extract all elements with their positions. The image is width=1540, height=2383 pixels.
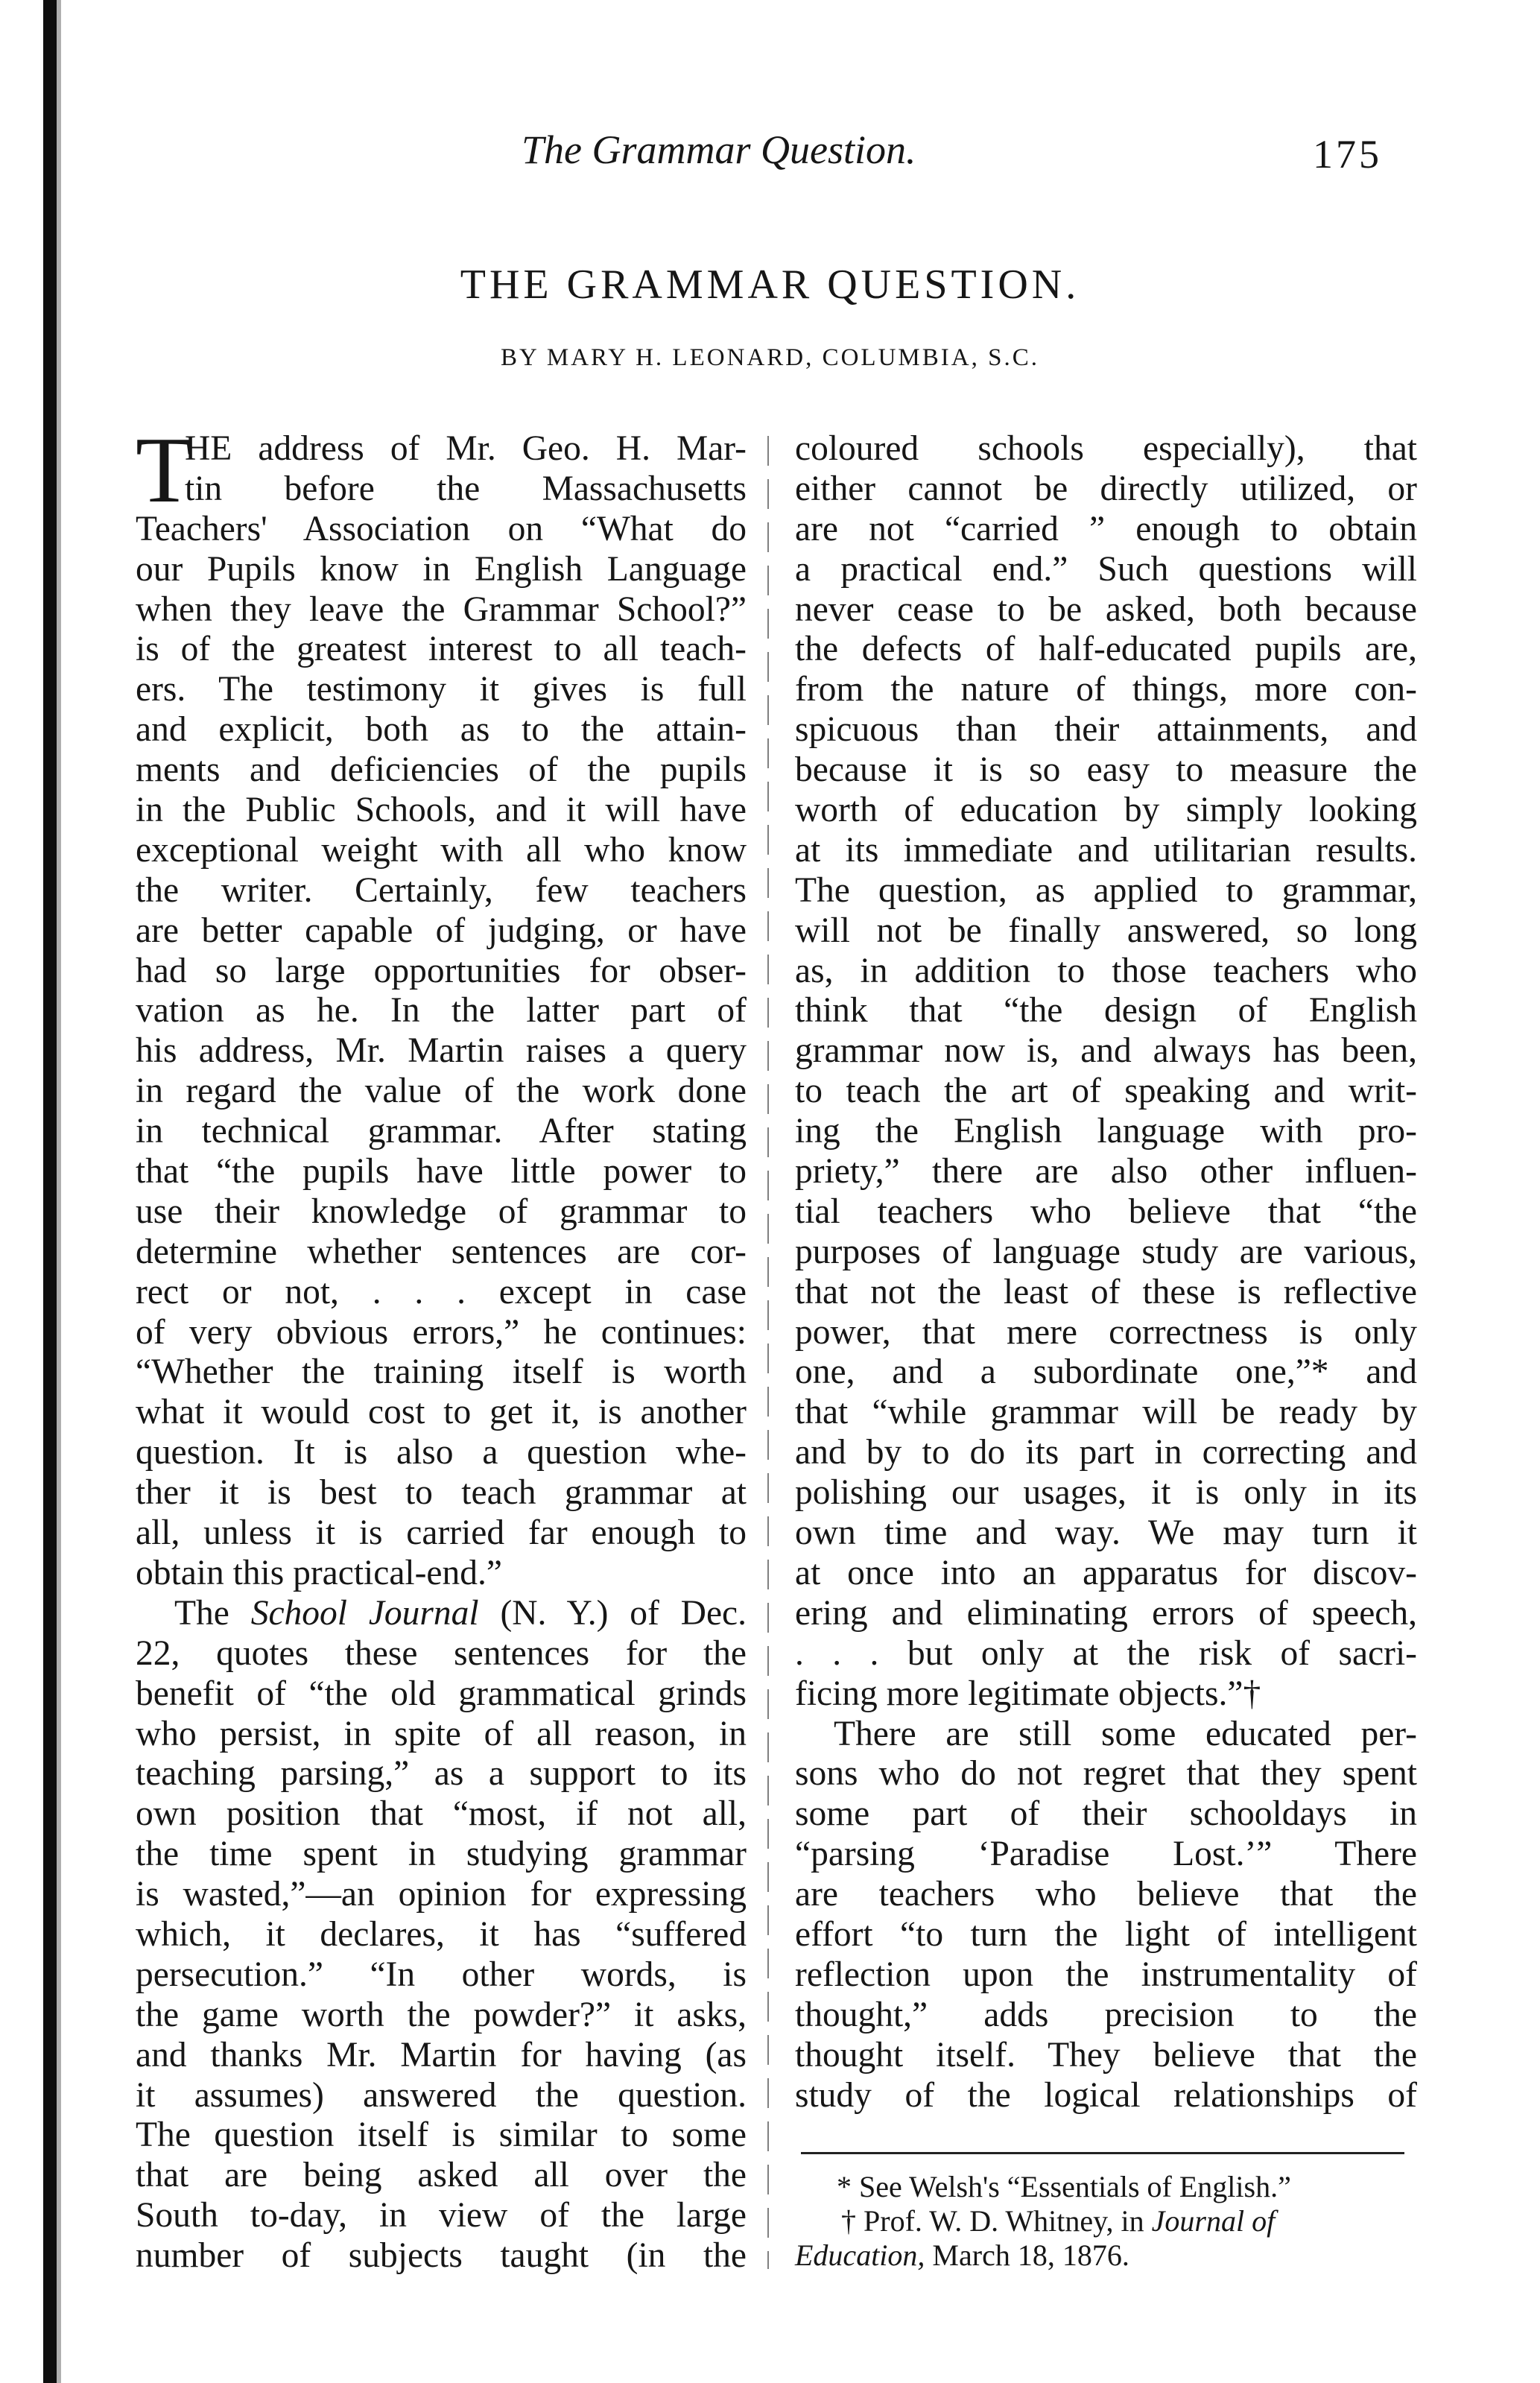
- text-line: South to-day, in view of the large: [136, 2196, 747, 2235]
- text-line: from the nature of things, more con-: [795, 670, 1417, 709]
- text-line: that not the least of these is reflective: [795, 1272, 1417, 1311]
- text-line: effort “to turn the light of intelligent: [795, 1914, 1417, 1954]
- text-line: one, and a subordinate one,”* and: [795, 1352, 1417, 1392]
- text-line: it assumes) answered the question.: [136, 2075, 747, 2115]
- text-line: thought itself. They believe that the: [795, 2035, 1417, 2075]
- text-line: what it would cost to get it, is another: [136, 1393, 747, 1432]
- text-line: at once into an apparatus for discov-: [795, 1553, 1417, 1592]
- text-line: who persist, in spite of all reason, in: [136, 1714, 747, 1753]
- text-line: study of the logical relationships of: [795, 2075, 1417, 2115]
- text-line: worth of education by simply looking: [795, 791, 1417, 830]
- text-line: 22, quotes these sentences for the: [136, 1633, 747, 1673]
- text-line: our Pupils know in English Language: [136, 549, 747, 589]
- text-line: to teach the art of speaking and writ-: [795, 1072, 1417, 1111]
- text-line: tial teachers who believe that “the: [795, 1192, 1417, 1231]
- text-line: rect or not, . . . except in case: [136, 1272, 747, 1311]
- text-line: at its immediate and utilitarian results.: [795, 830, 1417, 870]
- footnote-whitney-cont: [795, 2238, 1417, 2273]
- text-line: which, it declares, it has “suffered: [136, 1914, 747, 1954]
- text-line: obtain this practical-end.”: [136, 1553, 502, 1592]
- text-line: ments and deficiencies of the pupils: [136, 750, 747, 790]
- text-line: his address, Mr. Martin raises a query: [136, 1031, 747, 1071]
- text-line: persecution.” “In other words, is: [136, 1955, 747, 1994]
- text-line: question. It is also a question whe-: [136, 1433, 747, 1472]
- text-line: in regard the value of the work done: [136, 1072, 747, 1111]
- text-line: “parsing ‘Paradise Lost.’” There: [795, 1835, 1417, 1874]
- text-line: coloured schools especially), that: [795, 429, 1417, 468]
- text-line: vation as he. In the latter part of: [136, 991, 747, 1031]
- text-line: spicuous than their attainments, and: [795, 710, 1417, 750]
- footnote-journal: Journal of: [1151, 2204, 1276, 2238]
- text-line: think that “the design of English: [795, 991, 1417, 1031]
- text-line: There are still some educated per-: [834, 1714, 1417, 1753]
- text-line: as, in addition to those teachers who: [795, 951, 1417, 990]
- text-line: the writer. Certainly, few teachers: [136, 870, 747, 910]
- text-line: the defects of half-educated pupils are,: [795, 630, 1417, 669]
- text-fragment: The: [174, 1593, 251, 1633]
- text-line: power, that mere correctness is only: [795, 1312, 1417, 1352]
- text-line: and explicit, both as to the attain-: [136, 710, 747, 750]
- footnote-journal-cont: Education,: [795, 2238, 925, 2272]
- drop-cap: T: [136, 419, 193, 522]
- text-line: and by to do its part in correcting and: [795, 1433, 1417, 1472]
- text-line: all, unless it is carried far enough to: [136, 1513, 747, 1553]
- text-line: some part of their schooldays in: [795, 1794, 1417, 1834]
- text-line: and thanks Mr. Martin for having (as: [136, 2035, 747, 2075]
- text-line: are better capable of judging, or have: [136, 911, 747, 950]
- text-line: ers. The testimony it gives is full: [136, 670, 747, 709]
- journal-title: School Journal: [250, 1593, 479, 1633]
- text-line: thought,” adds precision to the: [795, 1995, 1417, 2034]
- text-line: sons who do not regret that they spent: [795, 1754, 1417, 1794]
- text-line: own position that “most, if not all,: [136, 1794, 747, 1834]
- text-line: are teachers who believe that the: [795, 1875, 1417, 1914]
- article-title: THE GRAMMAR QUESTION.: [460, 262, 1080, 308]
- text-line: grammar now is, and always has been,: [795, 1031, 1417, 1071]
- text-line: that are being asked all over the: [136, 2156, 747, 2195]
- footnote-welsh: * See Welsh's “Essentials of English.”: [837, 2170, 1291, 2203]
- text-line: will not be finally answered, so long: [795, 911, 1417, 950]
- text-line: never cease to be asked, both because: [795, 589, 1417, 629]
- page-number: 175: [1313, 132, 1382, 177]
- byline: BY MARY H. LEONARD, COLUMBIA, S.C.: [501, 344, 1039, 371]
- text-line: in technical grammar. After stating: [136, 1112, 747, 1151]
- text-line: the time spent in studying grammar: [136, 1835, 747, 1874]
- text-line: in the Public Schools, and it will have: [136, 791, 747, 830]
- text-line: either cannot be directly utilized, or: [795, 469, 1417, 508]
- text-line: benefit of “the old grammatical grinds: [136, 1674, 747, 1713]
- text-line: priety,” there are also other influen-: [795, 1152, 1417, 1192]
- text-line: . . . but only at the risk of sacri-: [795, 1633, 1417, 1673]
- text-line: is wasted,”—an opinion for expressing: [136, 1875, 747, 1914]
- column-divider: [767, 436, 769, 2269]
- text-line: tin before the Massachusetts: [185, 469, 747, 508]
- text-line: of very obvious errors,” he continues:: [136, 1312, 747, 1352]
- paragraph-first-line: [136, 1594, 747, 1634]
- footnote-text: † Prof. W. D. Whitney, in: [841, 2204, 1152, 2238]
- text-line: own time and way. We may turn it: [795, 1513, 1417, 1553]
- text-line: when they leave the Grammar School?”: [136, 589, 747, 629]
- text-line: are not “carried ” enough to obtain: [795, 509, 1417, 548]
- text-line: ering and eliminating errors of speech,: [795, 1593, 1417, 1633]
- text-line: is of the greatest interest to all teach-: [136, 630, 747, 669]
- text-line: HE address of Mr. Geo. H. Mar-: [185, 429, 747, 468]
- text-line: a practical end.” Such questions will: [795, 549, 1417, 589]
- text-line: use their knowledge of grammar to: [136, 1192, 747, 1231]
- running-head: The Grammar Question.: [522, 127, 916, 172]
- text-line: exceptional weight with all who know: [136, 830, 747, 870]
- footnote-date: March 18, 1876.: [925, 2238, 1129, 2272]
- text-line: because it is so easy to measure the: [795, 750, 1417, 790]
- right-column: [795, 429, 1417, 2115]
- text-line: ther it is best to teach grammar at: [136, 1473, 747, 1513]
- text-line: purposes of language study are various,: [795, 1232, 1417, 1271]
- text-line: Teachers' Association on “What do: [136, 509, 747, 548]
- text-line: the game worth the powder?” it asks,: [136, 1995, 747, 2034]
- text-line: determine whether sentences are cor-: [136, 1232, 747, 1271]
- text-line: teaching parsing,” as a support to its: [136, 1754, 747, 1794]
- text-line: ing the English language with pro-: [795, 1112, 1417, 1151]
- text-fragment: (N. Y.) of Dec.: [478, 1593, 747, 1633]
- text-line: that “the pupils have little power to: [136, 1152, 747, 1192]
- text-line: reflection upon the instrumentality of: [795, 1955, 1417, 1994]
- footnotes: [795, 2170, 1417, 2273]
- text-line: that “while grammar will be ready by: [795, 1393, 1417, 1432]
- text-line: number of subjects taught (in the: [136, 2236, 747, 2276]
- text-line: had so large opportunities for obser-: [136, 951, 747, 990]
- left-column: [136, 419, 747, 2276]
- footnote-whitney: [795, 2204, 1417, 2238]
- text-line: polishing our usages, it is only in its: [795, 1473, 1417, 1513]
- text-line: The question itself is similar to some: [136, 2115, 747, 2155]
- text-line: The question, as applied to grammar,: [795, 870, 1417, 910]
- text-line: ficing more legitimate objects.”†: [795, 1674, 1261, 1713]
- footnote-rule: [801, 2152, 1404, 2154]
- text-line: “Whether the training itself is worth: [136, 1352, 747, 1392]
